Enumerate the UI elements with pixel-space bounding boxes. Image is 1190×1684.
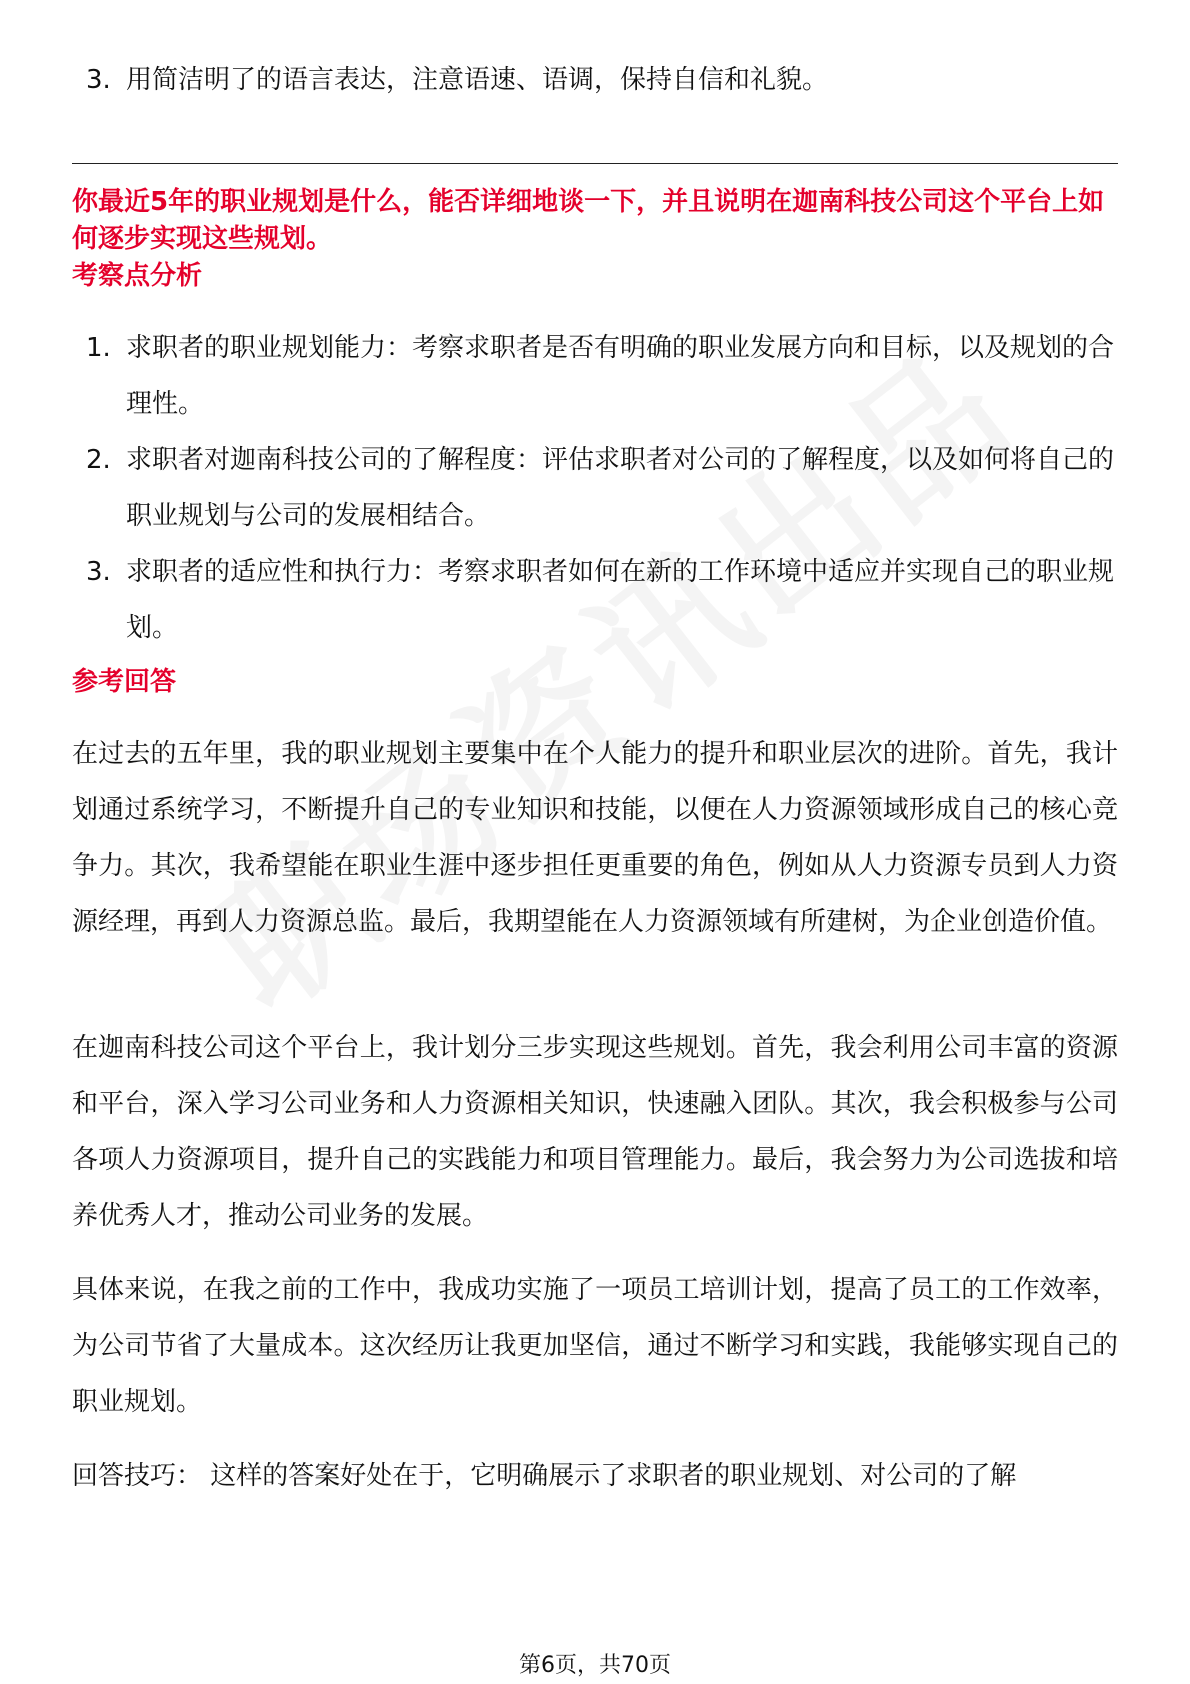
list-text: 用简洁明了的语言表达，注意语速、语调，保持自信和礼貌。 (126, 65, 829, 95)
section-divider (72, 163, 1118, 164)
page-number: 第6页，共70页 (519, 1653, 671, 1678)
question-heading: 你最近5年的职业规划是什么，能否详细地谈一下，并且说明在迦南科技公司这个平台上如何逐步实现这些规划。 (72, 187, 1105, 254)
answer-tip: 回答技巧： 这样的答案好处在于，它明确展示了求职者的职业规划、对公司的了解 (72, 1461, 1017, 1491)
answer-paragraph: 具体来说，在我之前的工作中，我成功实施了一项员工培训计划，提高了员工的工作效率，为公司节省了大量成本。这次经历让我更加坚信，通过不断学习和实践，我能够实现自己的职业规划。 (72, 1275, 1118, 1417)
list-item (72, 544, 1118, 656)
list-number: 3. (86, 65, 111, 95)
analysis-title: 考察点分析 (72, 261, 203, 291)
answer-title: 参考回答 (72, 667, 177, 697)
answer-paragraph: 在过去的五年里，我的职业规划主要集中在个人能力的提升和职业层次的进阶。首先，我计划通过系统学习，不断提升自己的专业知识和技能，以便在人力资源领域形成自己的核心竞争力。其次，我希望能在职业生涯中逐步担任更重要的角色，例如从人力资源专员到人力资源经理，再到人力资源总监。最后，我期望能在人力资源领域有所建树，为企业创造价值。 (72, 739, 1118, 937)
list-number: 2. (86, 445, 111, 475)
list-number: 3. (86, 557, 111, 587)
list-item (72, 320, 1118, 432)
analysis-list (72, 320, 1118, 656)
list-item (72, 432, 1118, 544)
list-item (72, 52, 1118, 108)
list-number: 1. (86, 333, 111, 363)
list-text: 求职者的适应性和执行力：考察求职者如何在新的工作环境中适应并实现自己的职业规划。 (126, 557, 1115, 643)
answer-paragraph: 在迦南科技公司这个平台上，我计划分三步实现这些规划。首先，我会利用公司丰富的资源和平台，深入学习公司业务和人力资源相关知识，快速融入团队。其次，我会积极参与公司各项人力资源项目，提升自己的实践能力和项目管理能力。最后，我会努力为公司选拔和培养优秀人才，推动公司业务的发展。 (72, 1033, 1118, 1231)
list-text: 求职者对迦南科技公司的了解程度：评估求职者对公司的了解程度，以及如何将自己的职业规划与公司的发展相结合。 (126, 445, 1115, 531)
top-list (72, 52, 1118, 108)
list-text: 求职者的职业规划能力：考察求职者是否有明确的职业发展方向和目标，以及规划的合理性。 (126, 333, 1115, 419)
